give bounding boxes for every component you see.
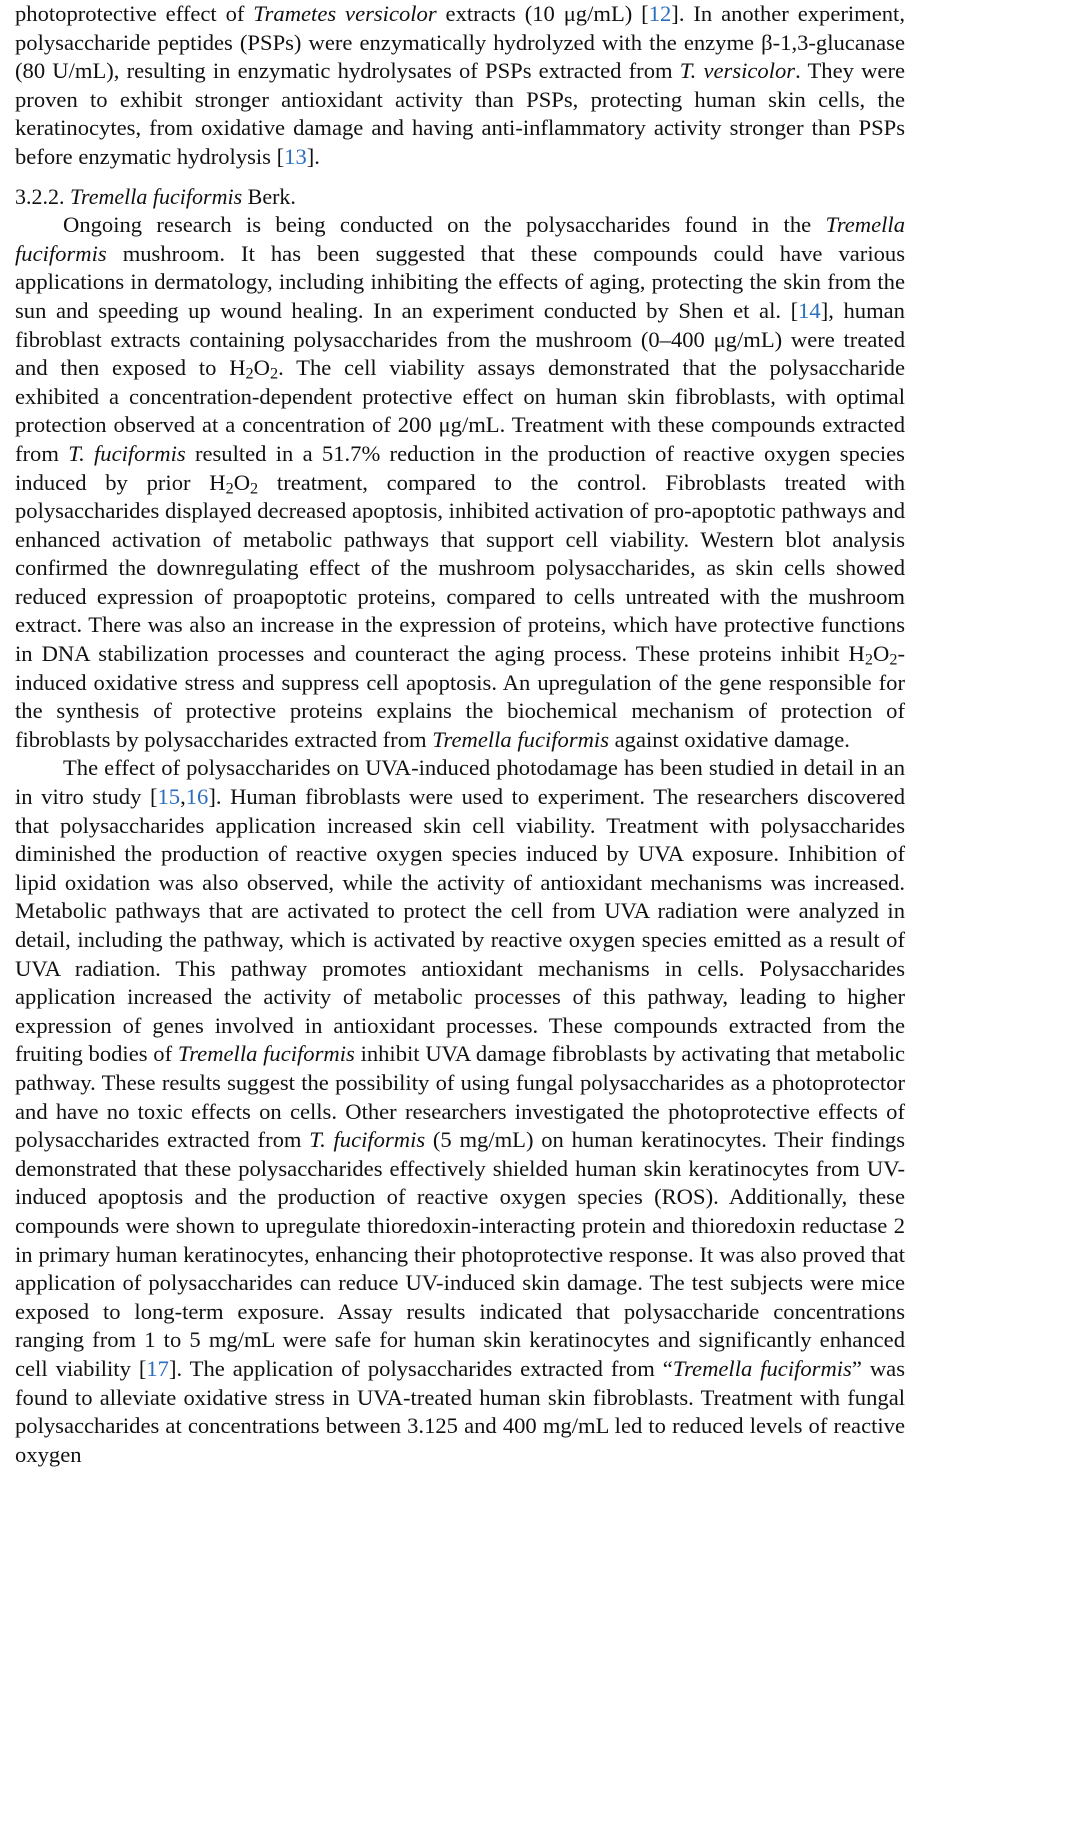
text-run: O — [253, 355, 270, 381]
text-run: inhibit UVA damage fibroblasts by activating that metabolic pathway. These results suggest the possibility of using fungal polysaccharides as a photoprotector and have no toxic effects on cells. Other researchers investigated the photoprotective effects of polysaccharides extracted from — [15, 1041, 905, 1153]
text-run: ]. — [306, 143, 320, 169]
text-run: ]. In another experiment, polysaccharide peptides (PSPs) were enzymatically hydrolyzed with the enzyme β-1,3-glucanase (80 U/mL), resulting in enzymatic hydrolysates of PSPs extracted from — [15, 1, 905, 84]
subscript: 2 — [270, 364, 279, 383]
text-run: resulted in a 51.7% reduction in the production of reactive oxygen species induced by prior H — [15, 440, 905, 495]
paper-page — [15, 0, 905, 1469]
species-name: Tremella fuciformis — [432, 726, 609, 752]
subscript: 2 — [225, 479, 234, 498]
citation-link[interactable]: 12 — [648, 1, 672, 26]
text-run: . The cell viability assays demonstrated that the polysaccharide exhibited a concentration-dependent protective effect on human skin fibroblasts, with optimal protection observed at a concentration of 200 μg/mL. Treatment with these compounds extracted from — [15, 355, 905, 466]
citation-link[interactable]: 13 — [284, 143, 307, 169]
text-run: ], human fibroblast extracts containing polysaccharides from the mushroom (0–400 μg/mL) were treated and then exposed to H — [15, 297, 905, 381]
citation-link[interactable]: 16 — [185, 784, 209, 810]
citation-link[interactable]: 15 — [157, 784, 181, 810]
subscript: 2 — [864, 650, 873, 669]
species-name: Tremella fuciformis — [672, 1355, 852, 1381]
text-run: ” was found to alleviate oxidative stress in UVA-treated human skin fibroblasts. Treatment with fungal polysaccharides at concentrations between 3.125 and 400 mg/mL led to reduced levels of reactive oxygen — [15, 1355, 905, 1467]
text-run: O — [873, 641, 890, 667]
text-run: photoprotective effect of — [15, 1, 254, 26]
text-run: The effect of polysaccharides on UVA-induced photodamage has been studied in detail in an in vitro study [ — [15, 755, 905, 810]
paragraph-top — [15, 0, 905, 172]
text-run: , — [180, 784, 186, 810]
text-run: O — [233, 469, 251, 495]
species-name: Tremella fuciformis — [177, 1041, 355, 1067]
species-name: Tremella fuciformis — [15, 212, 905, 266]
text-run: Ongoing research is being conducted on the polysaccharides found in the — [63, 212, 826, 238]
citation-link[interactable]: 14 — [798, 297, 821, 323]
citation-link[interactable]: 17 — [146, 1355, 169, 1381]
text-run: -induced oxidative stress and suppress cell apoptosis. An upregulation of the gene responsible for the synthesis of protective proteins explains the biochemical mechanism of protection of fibroblasts by polysaccharides extracted from — [15, 641, 905, 752]
text-run: ]. The application of polysaccharides extracted from “ — [168, 1355, 673, 1381]
section-title-suffix: Berk. — [242, 183, 296, 209]
text-run: extracts (10 μg/mL) [ — [436, 1, 649, 26]
paragraph-1 — [15, 211, 905, 754]
section-title: Tremella fuciformis — [70, 183, 243, 209]
text-run: treatment, compared to the control. Fibroblasts treated with polysaccharides displayed decreased apoptosis, inhibited activation of pro-apoptotic pathways and enhanced activation of metabolic pathways that support cell viability. Western blot analysis confirmed the downregulating effect of the mushroom polysaccharides, as skin cells showed reduced expression of proapoptotic proteins, compared to cells untreated with the mushroom extract. There was also an increase in the expression of proteins, which have protective functions in DNA stabilization processes and counteract the aging process. These proteins inhibit H — [15, 469, 905, 667]
species-name: T. fuciformis — [68, 440, 186, 466]
text-run: . They were proven to exhibit stronger antioxidant activity than PSPs, protecting human skin cells, the keratinocytes, from oxidative damage and having anti-inflammatory activity stronger than PSPs before enzymatic hydrolysis [ — [15, 58, 905, 169]
subscript: 2 — [250, 479, 259, 498]
subscript: 2 — [889, 650, 898, 669]
text-run: ]. Human fibroblasts were used to experiment. The researchers discovered that polysaccharides application increased skin cell viability. Treatment with polysaccharides diminished the production of reactive oxygen species induced by UVA exposure. Inhibition of lipid oxidation was also observed, while the activity of antioxidant mechanisms was increased. Metabolic pathways that are activated to protect the cell from UVA radiation were analyzed in detail, including the pathway, which is activated by reactive oxygen species emitted as a result of UVA radiation. This pathway promotes antioxidant mechanisms in cells. Polysaccharides application increased the activity of metabolic processes of this pathway, leading to higher expression of genes involved in antioxidant processes. These compounds extracted from the fruiting bodies of — [15, 784, 905, 1067]
species-name: T. versicolor — [679, 58, 796, 84]
subscript: 2 — [245, 364, 254, 383]
paragraph-2 — [15, 754, 905, 1469]
section-number: 3.2.2. — [15, 183, 70, 209]
text-run: against oxidative damage. — [609, 726, 850, 752]
species-name: T. fuciformis — [309, 1127, 426, 1153]
text-run: (5 mg/mL) on human keratinocytes. Their findings demonstrated that these polysaccharides effectively shielded human skin keratinocytes from UV-induced apoptosis and the production of reactive oxygen species (ROS). Additionally, these compounds were shown to upregulate thioredoxin-interacting protein and thioredoxin reductase 2 in primary human keratinocytes, enhancing their photoprotective response. It was also proved that application of polysaccharides can reduce UV-induced skin damage. The test subjects were mice exposed to long-term exposure. Assay results indicated that polysaccharide concentrations ranging from 1 to 5 mg/mL were safe for human skin keratinocytes and significantly enhanced cell viability [ — [15, 1127, 905, 1381]
species-name: Trametes versicolor — [253, 1, 437, 26]
section-heading — [15, 183, 905, 212]
text-run: mushroom. It has been suggested that these compounds could have various applications in dermatology, including inhibiting the effects of aging, protecting the skin from the sun and speeding up wound healing. In an experiment conducted by Shen et al. [ — [15, 240, 905, 323]
